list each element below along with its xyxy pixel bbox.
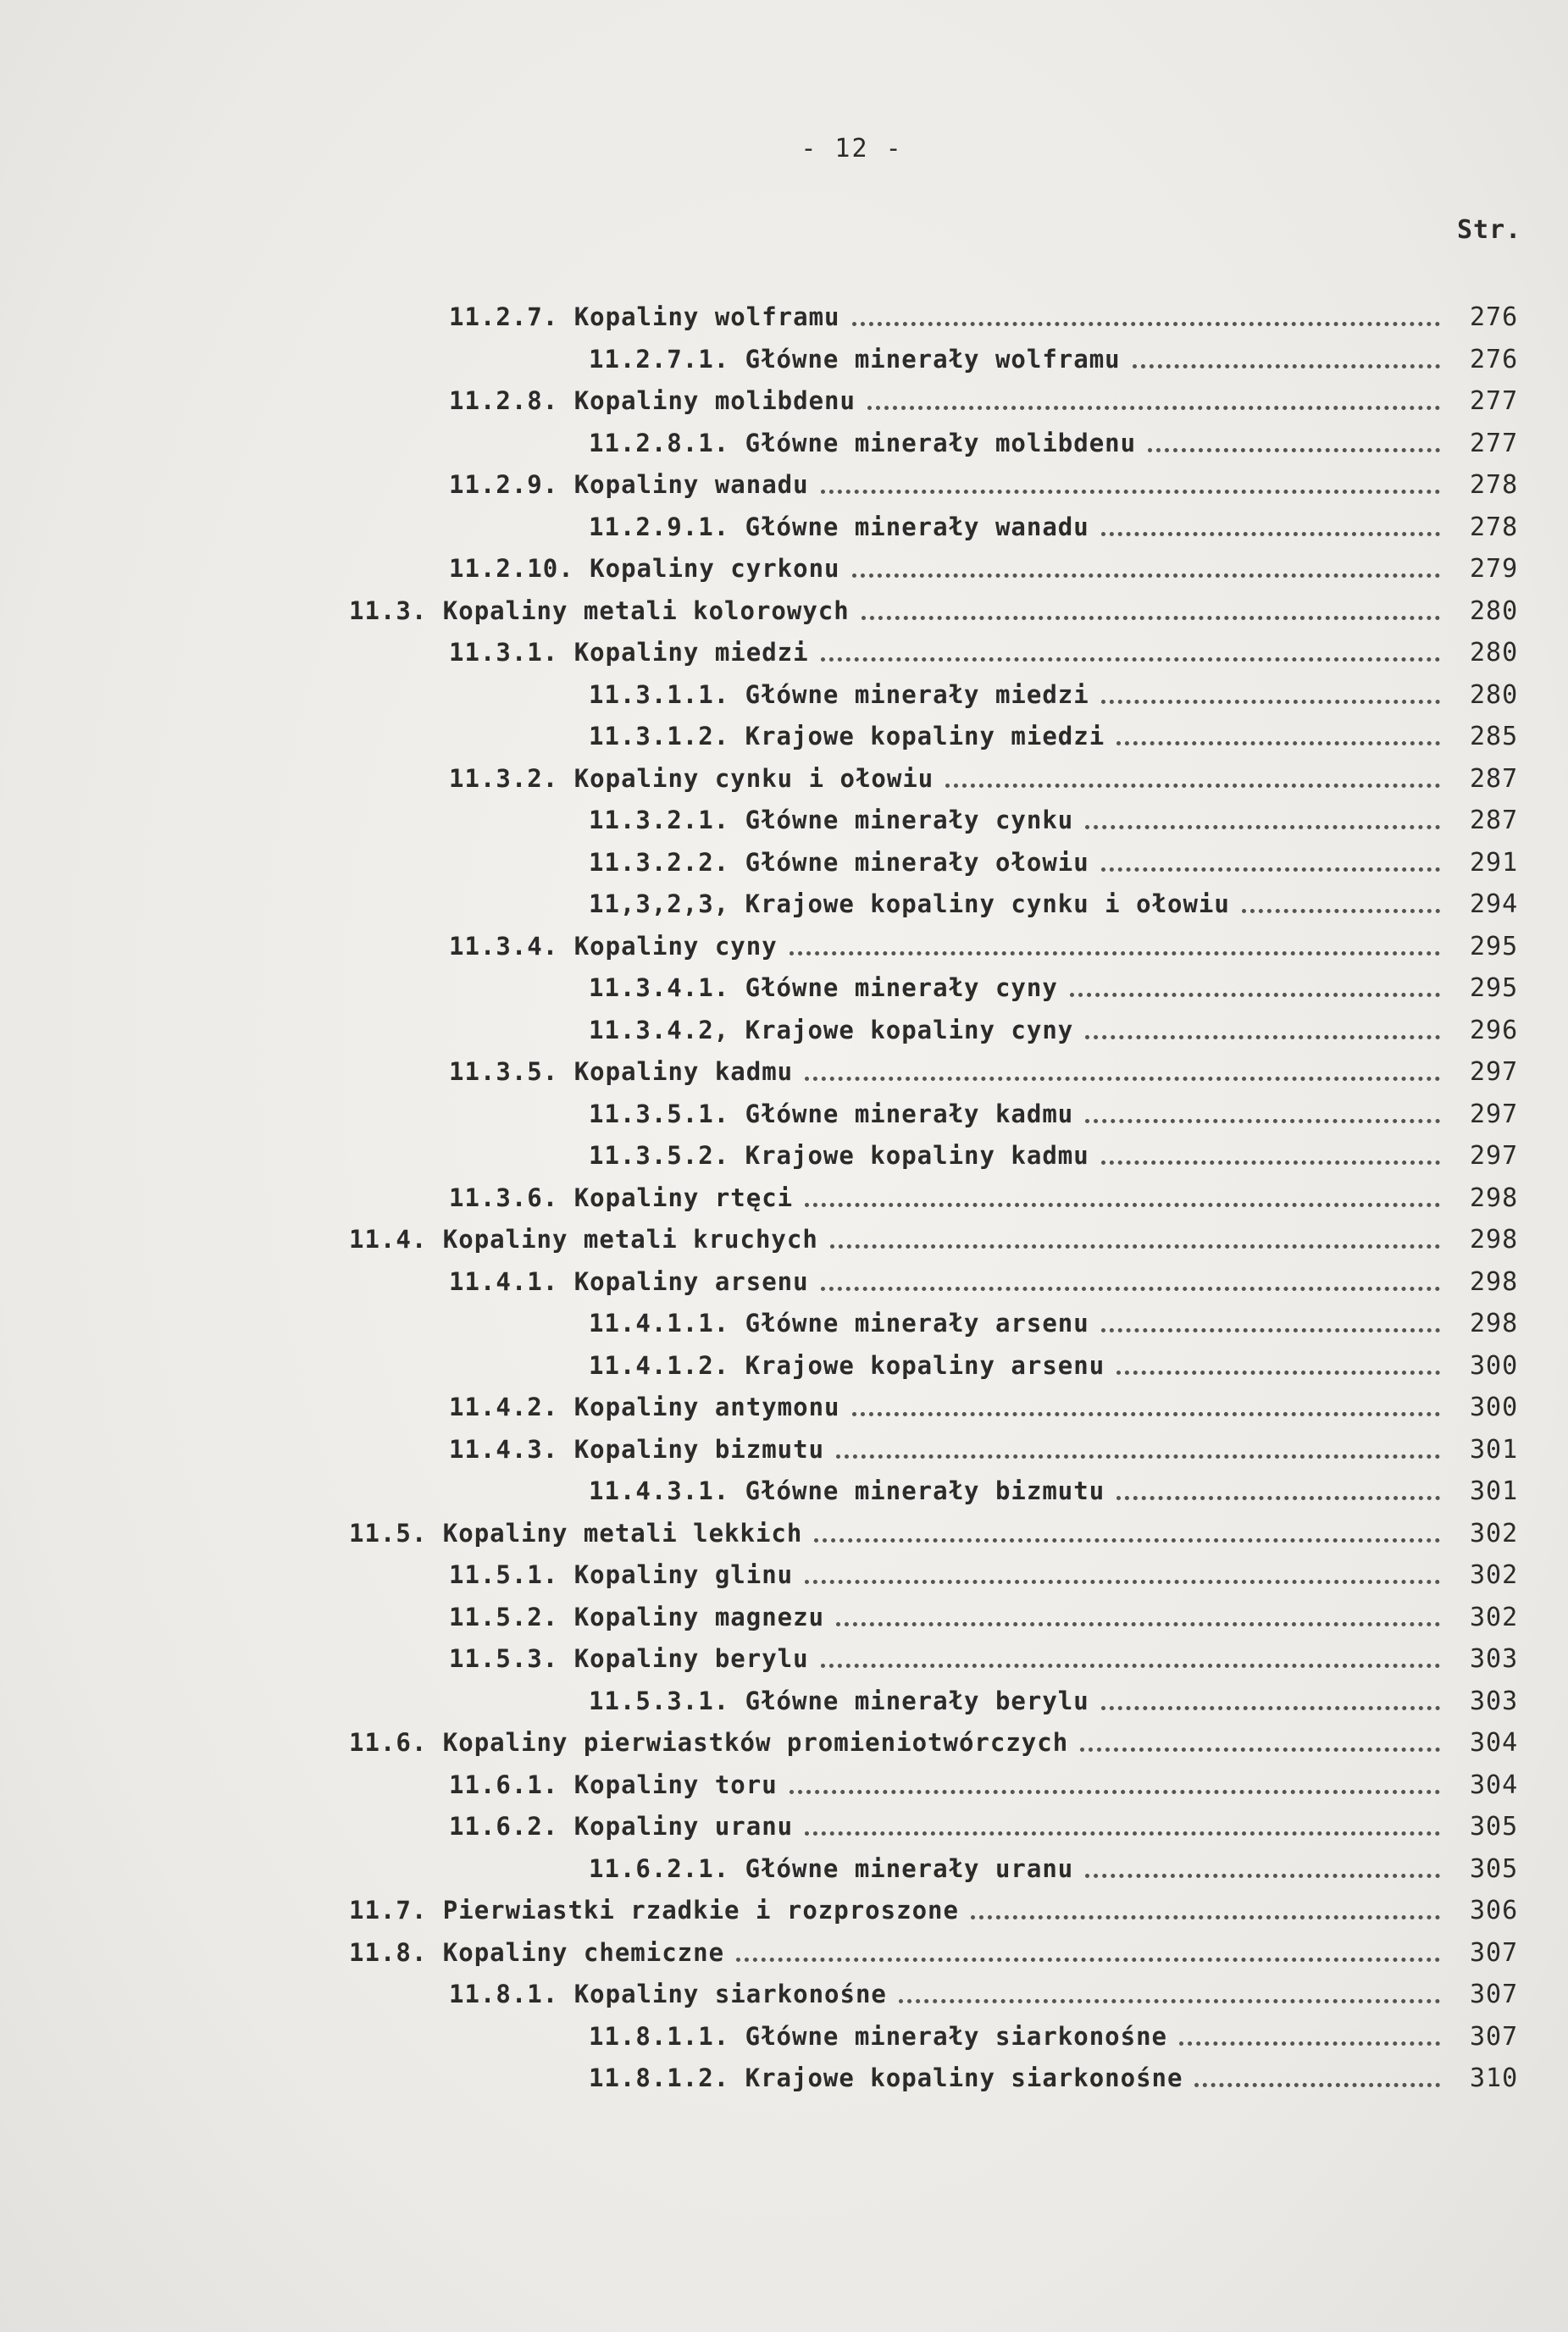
toc-entry [0,1303,1568,1345]
toc-entry-number: 11.8.1. [449,1980,559,2008]
toc-entry [0,2058,1568,2100]
toc-entry-label [589,716,1105,758]
toc-entry-page: 297 [1470,1057,1519,1087]
toc-entry-label [589,800,1073,842]
toc-entry-label [449,1806,793,1848]
dot-leader [1116,1471,1440,1513]
toc-entry-label [449,464,809,507]
dot-leader [1179,2016,1440,2058]
toc-entry-number: 11.6. [349,1728,428,1757]
dot-leader [1085,1848,1440,1891]
toc-entry-label [349,590,850,633]
toc-entry [0,1597,1568,1639]
toc-entry-number: 11.4.3.1. [589,1476,730,1505]
toc-entry-number: 11.5.2. [449,1602,559,1631]
dot-leader [1101,1303,1440,1345]
toc-entry-number: 11.5.1. [449,1560,559,1589]
toc-entry-title: Główne minerały ołowiu [745,847,1089,877]
toc-entry-number: 11.4.2. [449,1393,559,1421]
dot-leader [1101,1681,1440,1723]
toc-entry-number: 11.3. [349,595,428,625]
toc-entry [0,1890,1568,1932]
toc-entry-title: Główne minerały wanadu [745,512,1089,541]
toc-entry-page: 277 [1470,428,1519,458]
dot-leader [899,1974,1440,2016]
toc-entry-title: Kopaliny antymonu [573,1393,840,1421]
toc-entry-label [589,2016,1167,2058]
toc-entry-title: Kopaliny uranu [573,1812,794,1841]
toc-entry-page: 277 [1470,386,1519,416]
toc-entry-title: Krajowe kopaliny arsenu [745,1350,1105,1380]
dot-leader [1070,967,1440,1010]
toc-entry [0,800,1568,842]
toc-entry-page: 280 [1470,595,1519,626]
toc-entry [0,464,1568,507]
toc-entry [0,1638,1568,1681]
toc-entry-number: 11.6.1. [449,1770,559,1799]
toc-entry-number: 11.3.5.1. [589,1099,730,1128]
toc-entry-label [349,1513,802,1555]
dot-leader [852,1387,1440,1429]
toc-entry-label [349,1219,818,1261]
toc-entry-number: 11.4.1.2. [589,1350,730,1380]
toc-entry-number: 11.2.9.1. [589,512,730,541]
toc-entry-label [589,1010,1073,1052]
toc-entry-page: 303 [1470,1644,1519,1674]
toc-entry [0,1932,1568,1975]
toc-entry-title: Kopaliny molibdenu [573,386,856,415]
dot-leader [821,632,1440,674]
dot-leader [736,1932,1440,1975]
toc-entry-label [589,1094,1073,1136]
toc-entry-page: 278 [1470,470,1519,500]
toc-entry-label [449,1597,824,1639]
toc-entry-page: 278 [1470,512,1519,542]
toc-entry [0,1513,1568,1555]
toc-entry [0,1219,1568,1261]
toc-entry-page: 300 [1470,1393,1519,1422]
page-number: - 12 - [801,134,903,163]
dot-leader [821,464,1440,507]
dot-leader [1148,423,1440,465]
toc-entry-number: 11.3.4.1. [589,973,730,1002]
toc-entry-title: Kopaliny cynku i ołowiu [573,763,934,793]
toc-entry-number: 11.4.1.1. [589,1309,730,1338]
toc-entry-number: 11.2.10. [449,554,574,583]
toc-entry-title: Kopaliny chemiczne [442,1937,725,1967]
toc-entry-title: Główne minerały miedzi [745,679,1089,709]
toc-entry-title: Kopaliny metali lekkich [442,1518,803,1548]
toc-entry [0,1681,1568,1723]
toc-entry-title: Kopaliny bizmutu [573,1434,825,1464]
dot-leader [1101,1135,1440,1177]
toc-entry-number: 11.4.1. [449,1266,559,1296]
toc-entry-label [449,380,856,423]
toc-entry-label [449,296,840,339]
toc-entry-number: 11.5. [349,1518,428,1548]
toc-entry [0,1974,1568,2016]
toc-entry-number: 11.3.2.2. [589,847,730,877]
toc-entry-label [449,1051,793,1094]
toc-entry-page: 302 [1470,1602,1519,1632]
dot-leader [1080,1722,1440,1764]
toc-entry [0,716,1568,758]
toc-entry [0,1554,1568,1597]
toc-entry-title: Kopaliny magnezu [573,1602,825,1631]
toc-entry [0,1764,1568,1807]
toc-entry [0,548,1568,590]
toc-entry-title: Kopaliny rtęci [573,1183,794,1212]
toc-entry-title: Kopaliny berylu [573,1644,809,1673]
toc-entry-label [589,967,1058,1010]
toc-entry-title: Kopaliny cyny [573,931,778,961]
dot-leader [821,1261,1440,1304]
toc-entry-title: Główne minerały berylu [745,1686,1089,1715]
toc-entry [0,1471,1568,1513]
toc-entry-number: 11.2.9. [449,470,559,499]
dot-leader [790,926,1440,968]
toc-entry [0,590,1568,633]
dot-leader [867,380,1440,423]
toc-entry-number: 11.3.4. [449,931,559,961]
toc-entry-number: 11.3.1.2. [589,722,730,751]
toc-entry-label [589,1848,1073,1891]
toc-entry-label [449,548,840,590]
toc-entry-page: 304 [1470,1770,1519,1800]
toc-entry-number: 11.2.7.1. [589,344,730,374]
toc-entry [0,1135,1568,1177]
toc-entry-label [589,1681,1089,1723]
toc-entry-label [449,926,778,968]
toc-entry [0,926,1568,968]
dot-leader [805,1051,1440,1094]
toc-entry-title: Kopaliny miedzi [573,638,809,667]
toc-entry-page: 287 [1470,763,1519,794]
dot-leader [805,1806,1440,1848]
toc-entry-title: Kopaliny wanadu [573,470,809,499]
toc-entry-title: Kopaliny metali kruchych [442,1225,818,1254]
toc-entry-number: 11.7. [349,1896,428,1925]
toc-entry-page: 302 [1470,1560,1519,1590]
toc-entry [0,1848,1568,1891]
dot-leader [852,548,1440,590]
toc-entry-label [589,507,1089,549]
toc-entry [0,296,1568,339]
toc-entry-number: 11.5.3. [449,1644,559,1673]
toc-entry-title: Kopaliny arsenu [573,1266,809,1296]
toc-entry [0,1094,1568,1136]
toc-entry-title: Główne minerały arsenu [745,1309,1089,1338]
toc-entry-page: 287 [1470,806,1519,835]
toc-entry-label [449,1387,840,1429]
toc-entry-number: 11.2.7. [449,302,559,331]
toc-entry-number: 11.3.2. [449,763,559,793]
toc-entry-title: Krajowe kopaliny siarkonośne [745,2063,1183,2092]
toc-entry-label [589,674,1089,717]
dot-leader [836,1429,1440,1471]
toc-entry [0,507,1568,549]
toc-entry-label [589,842,1089,884]
toc-entry-page: 295 [1470,931,1519,961]
toc-entry-label [449,1429,824,1471]
toc-entry [0,1806,1568,1848]
toc-entry-label [449,1177,793,1220]
toc-entry-label [589,1345,1105,1388]
toc-entry-label [449,632,809,674]
toc-entry-page: 276 [1470,302,1519,332]
toc-entry-label [589,1135,1089,1177]
toc-entry-page: 297 [1470,1099,1519,1129]
toc-entry-title: Krajowe kopaliny miedzi [745,722,1105,751]
toc-entry-label [589,339,1121,381]
toc-entry-number: 11.2.8. [449,386,559,415]
toc-entry-label [589,1471,1105,1513]
toc-entry-label [449,1261,809,1304]
toc-entry-label [589,2058,1183,2100]
toc-entry-page: 296 [1470,1015,1519,1045]
toc-entry-page: 297 [1470,1141,1519,1171]
toc-entry-page: 298 [1470,1183,1519,1213]
toc-entry [0,758,1568,800]
toc-entry-label [449,1638,809,1681]
toc-entry-label [449,1554,793,1597]
toc-entry [0,674,1568,717]
dot-leader [1101,842,1440,884]
toc-entry [0,884,1568,926]
toc-entry-title: Główne minerały molibdenu [745,428,1137,457]
toc-entry-page: 280 [1470,638,1519,667]
toc-entry-number: 11.6.2.1. [589,1853,730,1883]
dot-leader [1085,1094,1440,1136]
toc-entry-label [349,1932,724,1975]
toc-entry-page: 307 [1470,2021,1519,2052]
toc-entry-title: Główne minerały wolframu [745,344,1121,374]
toc-entry-page: 306 [1470,1896,1519,1925]
dot-leader [805,1554,1440,1597]
toc-entry-page: 300 [1470,1350,1519,1381]
toc-entry-number: 11.5.3.1. [589,1686,730,1715]
toc-entry-page: 295 [1470,973,1519,1003]
toc-entry-page: 276 [1470,344,1519,374]
toc-entry-label [589,1303,1089,1345]
toc-entry-label [449,1764,778,1807]
dot-leader [852,296,1440,339]
toc-entry-title: Kopaliny siarkonośne [573,1980,887,2008]
dot-leader [945,758,1440,800]
dot-leader [1085,800,1440,842]
toc-entry-number: 11.3.5.2. [589,1141,730,1170]
dot-leader [1133,339,1440,381]
toc-entry [0,1261,1568,1304]
toc-entry-label [449,1974,887,2016]
page-column-label: Str. [1457,215,1522,245]
toc-entry-page: 302 [1470,1518,1519,1548]
toc-entry-number: 11.3.2.1. [589,806,730,834]
toc-entry-page: 303 [1470,1686,1519,1716]
dot-leader [836,1597,1440,1639]
dot-leader [821,1638,1440,1681]
toc-entry-title: Pierwiastki rzadkie i rozproszone [442,1896,959,1925]
toc-entry-title: Kopaliny kadmu [573,1057,794,1086]
toc-entry-title: Główne minerały uranu [745,1853,1074,1883]
toc-entry-title: Główne minerały bizmutu [745,1476,1105,1505]
toc-entry-page: 305 [1470,1853,1519,1884]
toc-entry-page: 298 [1470,1309,1519,1338]
toc-entry-page: 304 [1470,1728,1519,1758]
toc-entry-page: 291 [1470,847,1519,878]
toc-entry [0,380,1568,423]
toc-entry-title: Krajowe kopaliny kadmu [745,1141,1089,1170]
toc-entry-number: 11.3.1. [449,638,559,667]
toc-entry-title: Kopaliny pierwiastków promieniotwórczych [442,1728,1069,1757]
toc-entry-page: 310 [1470,2063,1519,2093]
dot-leader [814,1513,1440,1555]
dot-leader [1116,1345,1440,1388]
dot-leader [805,1177,1440,1220]
toc-entry [0,1177,1568,1220]
toc-entry-title: Kopaliny glinu [573,1560,794,1589]
toc-entry-number: 11.4. [349,1225,428,1254]
toc-entry-number: 11.8.1.1. [589,2021,730,2051]
toc-entry-number: 11.3.5. [449,1057,559,1086]
toc-entry-page: 301 [1470,1434,1519,1465]
toc-entry [0,967,1568,1010]
toc-entry-page: 301 [1470,1476,1519,1506]
toc-entry-number: 11.3.1.1. [589,679,730,709]
dot-leader [1101,507,1440,549]
toc-entry-page: 298 [1470,1266,1519,1297]
toc-entry-label [349,1722,1068,1764]
toc-entry-title: Kopaliny metali kolorowych [442,595,850,625]
toc-entry-title: Krajowe kopaliny cynku i ołowiu [745,889,1230,918]
toc-entry [0,1429,1568,1471]
toc-entry [0,339,1568,381]
toc-entry-label [449,758,934,800]
toc-entry-number: 11.8. [349,1937,428,1967]
toc-entry-title: Kopaliny toru [573,1770,778,1799]
toc-entry-page: 298 [1470,1225,1519,1255]
toc-entry-page: 285 [1470,722,1519,751]
toc-entry-number: 11.2.8.1. [589,428,730,457]
toc-entry-label [349,1890,959,1932]
toc-entry-number: 11.4.3. [449,1434,559,1464]
toc-entry [0,1722,1568,1764]
toc-entry [0,1387,1568,1429]
toc-entry-title: Kopaliny cyrkonu [590,554,840,583]
toc-entry-title: Główne minerały kadmu [745,1099,1074,1128]
toc-entry-number: 11.3.6. [449,1183,559,1212]
toc-entry-number: 11,3,2,3, [589,889,730,918]
toc-entry-title: Główne minerały cynku [745,806,1074,834]
toc-entry [0,1051,1568,1094]
toc-entry-number: 11.3.4.2, [589,1015,730,1044]
toc-entry-page: 294 [1470,889,1519,919]
toc-entry-page: 280 [1470,679,1519,710]
toc-entry-page: 307 [1470,1980,1519,2009]
toc-entry-page: 279 [1470,554,1519,584]
dot-leader [790,1764,1440,1807]
toc-entry-title: Główne minerały siarkonośne [745,2021,1168,2051]
dot-leader [1101,674,1440,717]
toc-entry [0,842,1568,884]
dot-leader [1242,884,1440,926]
table-of-contents [0,296,1568,2100]
toc-entry-number: 11.6.2. [449,1812,559,1841]
toc-entry-label [589,884,1230,926]
toc-entry [0,1345,1568,1388]
toc-entry-title: Kopaliny wolframu [573,302,840,331]
toc-entry [0,2016,1568,2058]
dot-leader [1116,716,1440,758]
dot-leader [830,1219,1440,1261]
toc-entry-label [589,423,1136,465]
dot-leader [1085,1010,1440,1052]
toc-entry [0,423,1568,465]
dot-leader [862,590,1440,633]
toc-entry-page: 307 [1470,1937,1519,1968]
dot-leader [971,1890,1440,1932]
dot-leader [1194,2058,1440,2100]
toc-entry [0,1010,1568,1052]
toc-entry-title: Główne minerały cyny [745,973,1058,1002]
toc-entry [0,632,1568,674]
toc-entry-number: 11.8.1.2. [589,2063,730,2092]
toc-entry-title: Krajowe kopaliny cyny [745,1015,1074,1044]
toc-entry-page: 305 [1470,1812,1519,1842]
